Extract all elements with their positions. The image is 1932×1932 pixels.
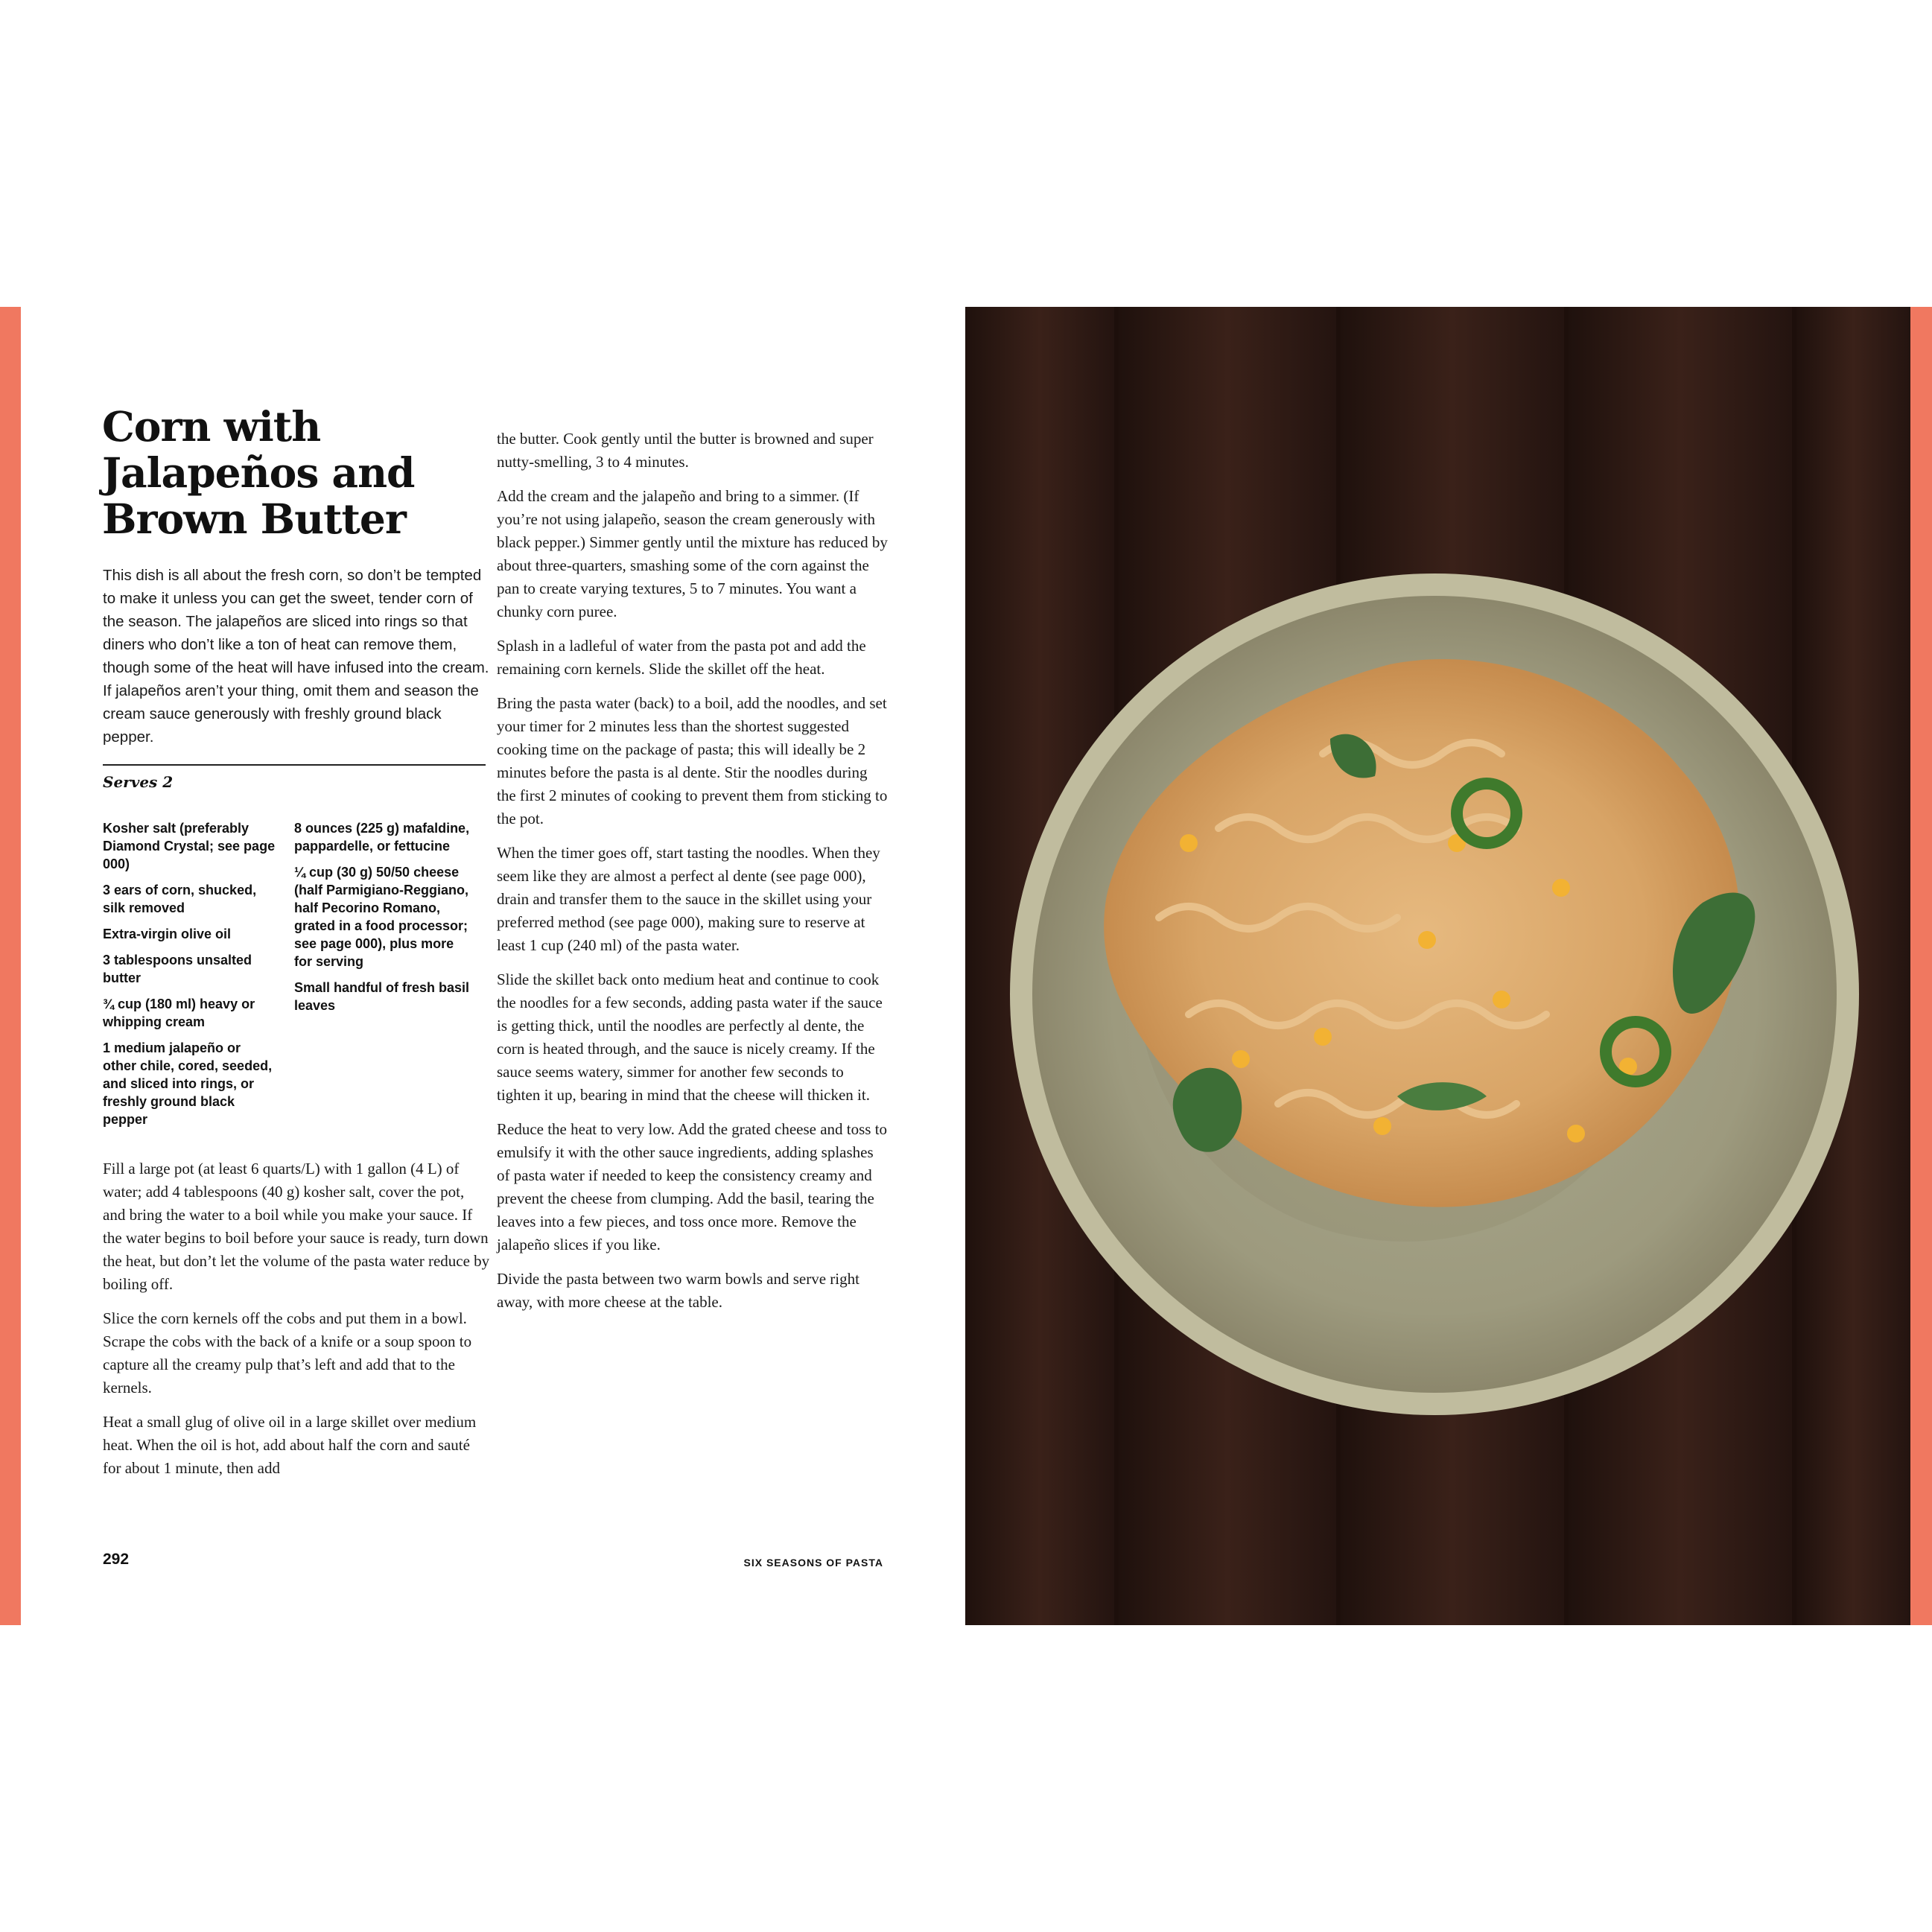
- method-paragraph: Reduce the heat to very low. Add the grated cheese and toss to emulsify it with the other sauce ingredients, adding splashes of pasta water if needed to keep the consistency creamy and prevent the cheese from clumping. Add the basil, tearing the leaves into a few pieces, and toss once more. Remove the jalapeño slices if you like.: [497, 1120, 888, 1253]
- method-column-left: [103, 1157, 490, 1491]
- method-paragraph: Fill a large pot (at least 6 quarts/L) with 1 gallon (4 L) of water; add 4 tablespoons (40 g) kosher salt, cover the pot, and bring the water to a boil while you make your sauce. If the water begins to boil before your sauce is ready, turn down the heat, but don’t let the volume of the pasta water reduce by boiling off.: [103, 1160, 490, 1293]
- serves-label: Serves 2: [103, 773, 174, 791]
- photo-illustration: [965, 307, 1910, 1625]
- ingredients-column-1: [103, 819, 276, 1137]
- running-head: SIX SEASONS OF PASTA: [743, 1557, 883, 1569]
- ingredient-item: ¾ cup (180 ml) heavy or whipping cream: [103, 997, 255, 1029]
- method-paragraph: Splash in a ladleful of water from the pasta pot and add the remaining corn kernels. Slide the skillet off the heat.: [497, 637, 866, 678]
- ingredient-item: 1 medium jalapeño or other chile, cored, seeded, and sliced into rings, or freshly ground black pepper: [103, 1040, 273, 1127]
- ingredient-item: 3 tablespoons unsalted butter: [103, 953, 252, 985]
- method-paragraph: Bring the pasta water (back) to a boil, add the noodles, and set your timer for 2 minutes less than the shortest suggested cooking time on the package of pasta; this will ideally be 2 minutes before the pasta is al dente. Stir the noodles during the first 2 minutes of cooking to prevent them from sticking to the pot.: [497, 694, 888, 827]
- ingredients-column-2: [294, 819, 473, 1023]
- method-paragraph: Heat a small glug of olive oil in a large skillet over medium heat. When the oil is hot, add about half the corn and sauté for about 1 minute, then add: [103, 1413, 477, 1477]
- recipe-title-line: Corn with: [102, 402, 321, 451]
- recipe-intro: This dish is all about the fresh corn, so don’t be tempted to make it unless you can get the sweet, tender corn of the season. The jalapeños are sliced into rings so that diners who don’t like a ton of heat can remove them, though some of the heat will have infused into the cream. If jalapeños aren’t your thing, omit them and season the cream sauce generously with freshly ground black pepper.: [103, 567, 489, 746]
- ingredient-item: Extra-virgin olive oil: [103, 927, 232, 941]
- book-spread: [0, 307, 1932, 1625]
- method-paragraph: Divide the pasta between two warm bowls and serve right away, with more cheese at the table.: [497, 1270, 859, 1311]
- method-paragraph: When the timer goes off, start tasting the noodles. When they seem like they are almost a perfect al dente (see page 000), drain and transfer them to the sauce in the skillet using your preferred method (see page 000), making sure to reserve at least 1 cup (240 ml) of the pasta water.: [497, 844, 880, 954]
- section-divider: [103, 764, 486, 766]
- ingredient-item: ¼ cup (30 g) 50/50 cheese (half Parmigiano-Reggiano, half Pecorino Romano, grated in a food processor; see page 000), plus more for serving: [294, 865, 469, 969]
- method-column-right: [497, 428, 888, 1325]
- ingredient-item: 8 ounces (225 g) mafaldine, pappardelle, or fettucine: [294, 821, 470, 854]
- method-paragraph: Add the cream and the jalapeño and bring to a simmer. (If you’re not using jalapeño, season the cream generously with black pepper.) Simmer gently until the mixture has reduced by about three-quarters, smashing some of the corn against the pan to create varying textures, 5 to 7 minutes. You want a chunky corn puree.: [497, 487, 888, 620]
- method-paragraph: the butter. Cook gently until the butter is browned and super nutty-smelling, 3 to 4 minutes.: [497, 430, 874, 471]
- method-paragraph: Slice the corn kernels off the cobs and put them in a bowl. Scrape the cobs with the back of a knife or a soup spoon to capture all the creamy pulp that’s left and add that to the kernels.: [103, 1309, 472, 1396]
- ingredient-item: 3 ears of corn, shucked, silk removed: [103, 883, 257, 915]
- recipe-title-line: Jalapeños and: [102, 448, 415, 497]
- ingredient-item: Kosher salt (preferably Diamond Crystal; see page 000): [103, 821, 276, 871]
- page-edge-accent-right: [1910, 307, 1932, 1625]
- recipe-title-line: Brown Butter: [102, 495, 406, 543]
- page-number: 292: [103, 1551, 130, 1568]
- page-edge-accent-left: [0, 307, 21, 1625]
- recipe-page: [21, 307, 965, 1625]
- ingredient-item: Small handful of fresh basil leaves: [294, 980, 470, 1013]
- recipe-title: [102, 404, 489, 542]
- pasta-bowl-photo: [965, 307, 1910, 1625]
- method-paragraph: Slide the skillet back onto medium heat and continue to cook the noodles for a few seconds, adding pasta water if the sauce is getting thick, until the noodles are perfectly al dente, the corn is heated through, and the sauce is nicely creamy. If the sauce seems watery, simmer for another few seconds to tighten it up, bearing in mind that the cheese will thicken it.: [497, 970, 883, 1104]
